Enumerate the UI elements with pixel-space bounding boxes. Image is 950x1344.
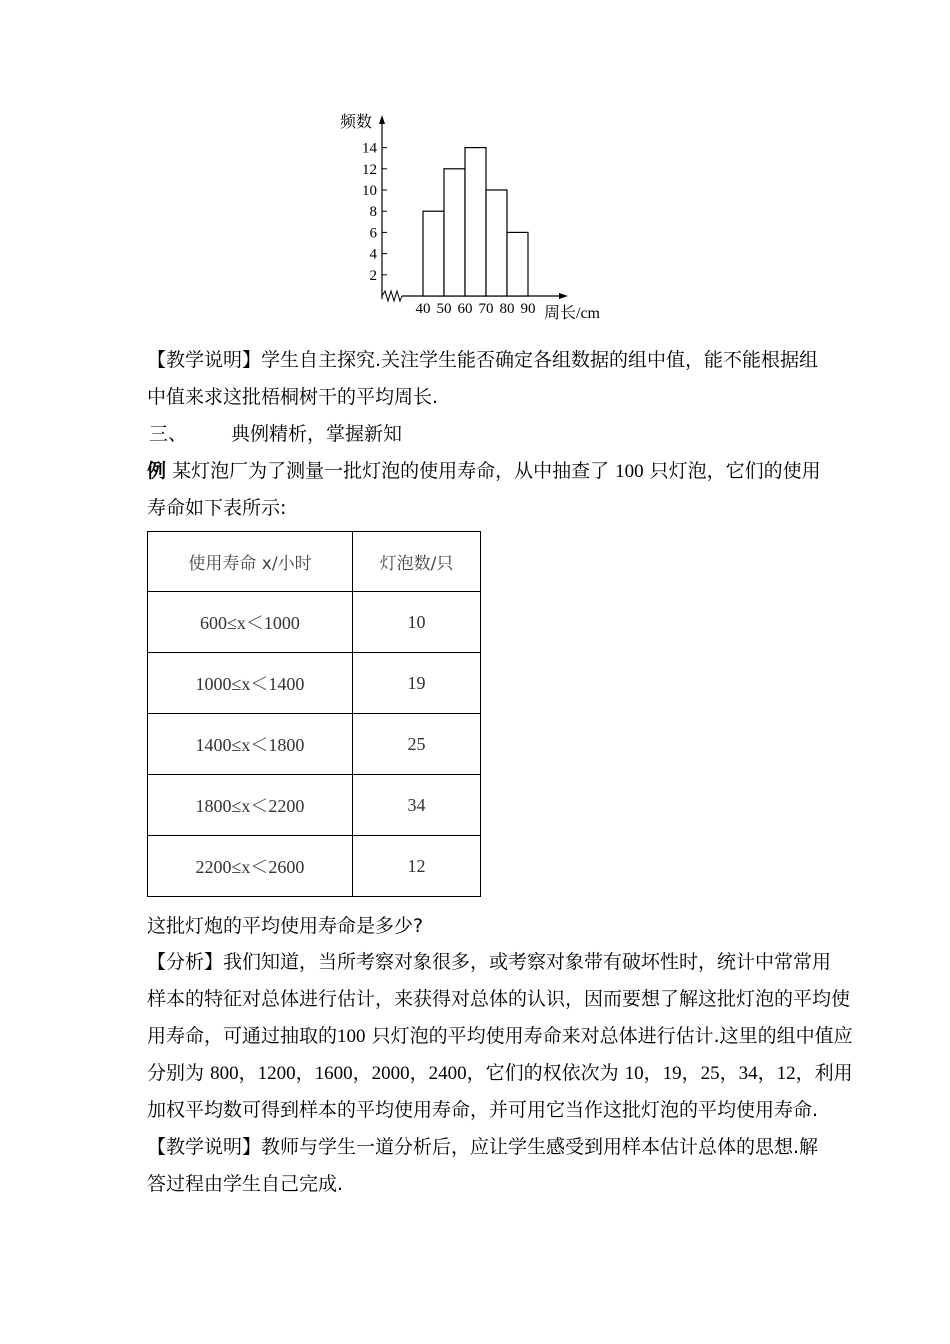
analysis-line1: 我们知道，当所考察对象很多，或考察对象带有破坏性时，统计中常常用 [223, 951, 832, 973]
x-tick-label: 90 [520, 301, 536, 317]
table-cell-count: 10 [353, 592, 481, 653]
teaching-note-1 [113, 342, 877, 416]
example-label: 例 [147, 460, 167, 482]
x-tick-label: 70 [478, 301, 494, 317]
analysis-line2: 样本的特征对总体进行估计，来获得对总体的认识，因而要想了解这批灯泡的平均使 [147, 988, 851, 1010]
axis-break-zigzag [382, 291, 402, 301]
table-cell-count: 19 [353, 653, 481, 714]
section-number: 三、 [149, 423, 188, 445]
table-header-row [148, 532, 481, 592]
analysis-line3a: 用寿命，可通过抽取的 [147, 1025, 338, 1047]
analysis-line4b: ，它们的权依次为 [466, 1062, 619, 1084]
table-cell-range: 600≤x＜1000 [148, 592, 353, 653]
note-text-line2: 中值来求这批梧桐树干的平均周长. [147, 386, 439, 408]
example-paragraph [113, 453, 877, 527]
note-text-line1: 学生自主探究.关注学生能否确定各组数据的组中值，能不能根据组 [261, 349, 819, 371]
table-cell-range: 1000≤x＜1400 [148, 653, 353, 714]
question-text: 这批灯炮的平均使用寿命是多少? [147, 915, 424, 937]
table-cell-count: 25 [353, 714, 481, 775]
x-tick-label: 80 [499, 301, 515, 317]
table-row [148, 653, 481, 714]
analysis-paragraph [113, 944, 877, 1129]
example-text-1a: 某灯泡厂为了测量一批灯泡的使用寿命，从中抽查了 [172, 460, 610, 482]
table-row [148, 592, 481, 653]
analysis-tag: 【分析】 [147, 951, 224, 973]
y-tick-label: 12 [362, 161, 377, 178]
table-header-count: 灯泡数/只 [353, 532, 481, 592]
x-axis-label: 周长/cm [544, 305, 600, 322]
histogram-bar [507, 232, 528, 296]
teaching-note-2 [113, 1129, 877, 1203]
example-count: 100 [615, 461, 644, 482]
table-row [148, 775, 481, 836]
example-text-2: 寿命如下表所示: [147, 497, 287, 519]
section-title: 典例精析，掌握新知 [231, 423, 403, 445]
analysis-midpoints: 800，1200，1600，2000，2400 [210, 1063, 467, 1084]
note-tag: 【教学说明】 [147, 1136, 262, 1158]
y-tick-label: 4 [369, 246, 377, 263]
y-tick-label: 10 [362, 183, 377, 199]
histogram-bar [486, 190, 507, 296]
table-cell-count: 12 [353, 836, 481, 897]
example-text-1b: 只灯泡，它们的使用 [649, 460, 821, 482]
y-tick-label: 14 [362, 140, 377, 157]
analysis-line5: 加权平均数可得到样本的平均使用寿命，并可用它当作这批灯泡的平均使用寿命. [147, 1099, 819, 1121]
note2-text-line2: 答过程由学生自己完成. [147, 1173, 344, 1195]
table-cell-count: 34 [353, 775, 481, 836]
histogram-chart [330, 105, 620, 330]
x-tick-label: 50 [436, 301, 452, 317]
y-tick-label: 8 [369, 204, 377, 221]
histogram-bar [423, 211, 444, 296]
table-cell-range: 1400≤x＜1800 [148, 714, 353, 775]
y-tick-label: 2 [369, 267, 377, 284]
note-tag: 【教学说明】 [147, 349, 262, 371]
analysis-sample-size: 100 [337, 1026, 366, 1047]
table-cell-range: 2200≤x＜2600 [148, 836, 353, 897]
analysis-line4a: 分别为 [147, 1062, 205, 1084]
histogram-bar [444, 169, 465, 296]
x-tick-label: 40 [415, 301, 431, 317]
y-tick-label: 6 [369, 225, 377, 242]
table-row [148, 836, 481, 897]
y-axis-arrow [379, 115, 385, 124]
x-axis-arrow [559, 293, 568, 299]
analysis-weights: 10，19，25，34，12 [624, 1063, 796, 1084]
table-header-lifespan: 使用寿命 x/小时 [148, 532, 353, 592]
note2-text-line1: 教师与学生一道分析后，应让学生感受到用样本估计总体的思想.解 [261, 1136, 819, 1158]
analysis-line4c: ，利用 [795, 1062, 853, 1084]
lifespan-table [147, 531, 481, 897]
histogram-bar [465, 148, 486, 296]
y-axis-label: 频数 [340, 114, 373, 131]
section-heading [113, 416, 879, 453]
x-tick-label: 60 [457, 301, 473, 317]
table-row [148, 714, 481, 775]
analysis-line3b: 只灯泡的平均使用寿命来对总体进行估计.这里的组中值应 [371, 1025, 853, 1047]
table-cell-range: 1800≤x＜2200 [148, 775, 353, 836]
